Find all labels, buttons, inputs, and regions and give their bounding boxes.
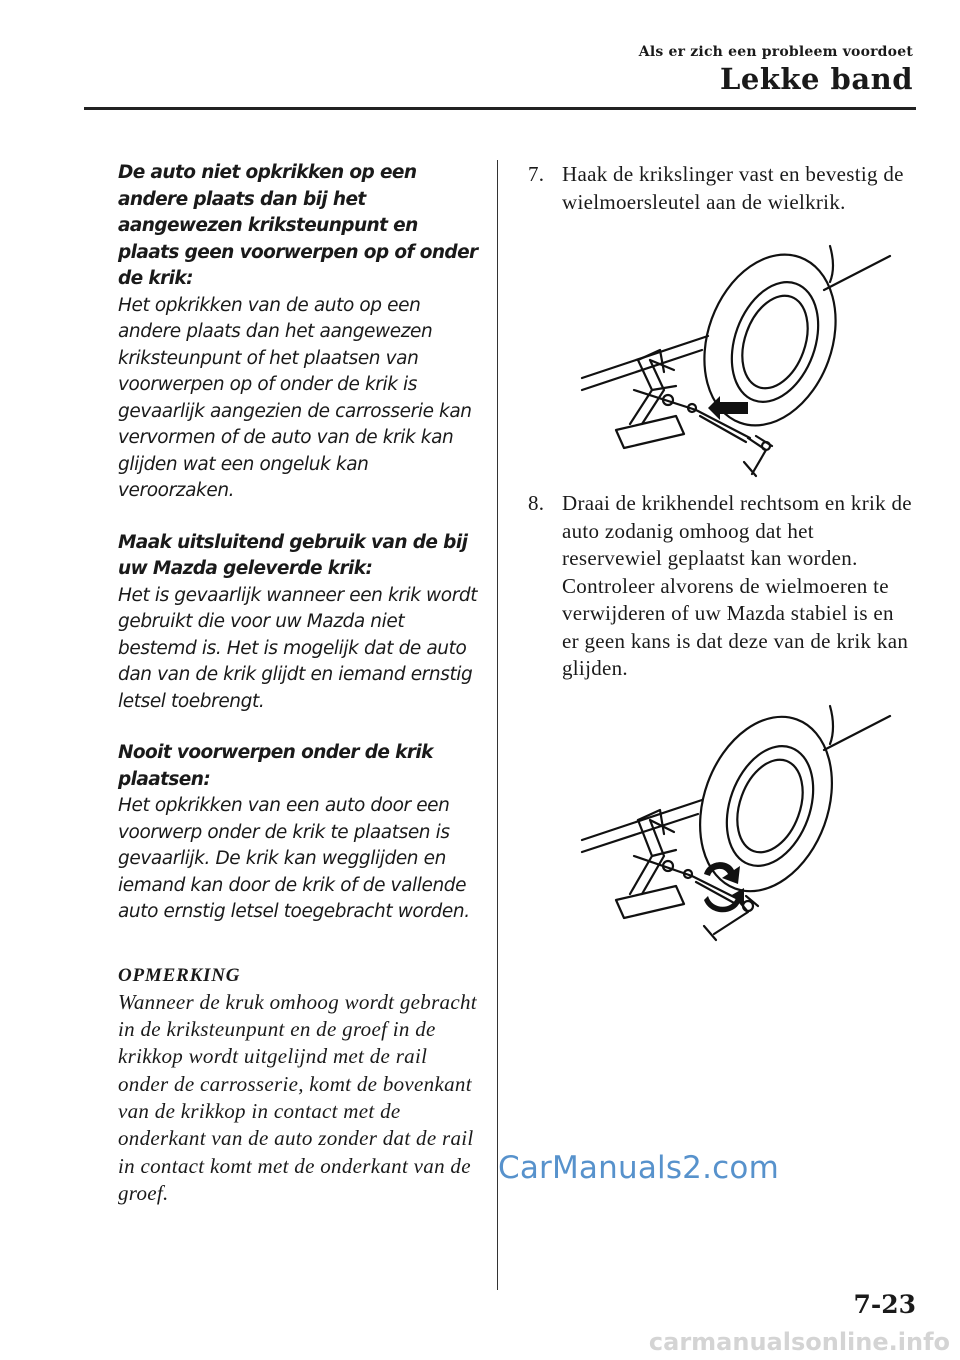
warning-body: Het is gevaarlijk wanneer een krik wordt gebruikt die voor uw Mazda niet bestemd is. Het is mogelijk dat de auto dan van de krik glijdt en iemand ernstig letsel toebrengt.: [118, 584, 478, 712]
page-number: 7-23: [853, 1290, 916, 1319]
step-7: [528, 161, 916, 216]
step-text: Draai de krikhendel rechtsom en krik de auto zodanig omhoog dat het reservewiel geplaatst kan worden. Controleer alvorens de wielmoeren te verwijderen of uw Mazda stabiel is en er geen kans is dat deze van de krik kan glijden.: [562, 491, 912, 680]
warning-body: Het opkrikken van de auto op een andere plaats dan het aangewezen kriksteunpunt of het plaatsen van voorwerpen op of onder de krik is gevaarlijk aangezien de carrosserie kan vervormen of de auto van de krik kan glijden wat een ongeluk kan veroorzaken.: [118, 294, 472, 501]
step-number: 8.: [528, 491, 545, 515]
tire: [677, 700, 855, 910]
page-title: Lekke band: [719, 62, 913, 96]
note-heading: OPMERKING: [118, 964, 241, 986]
car-sill: [582, 800, 702, 840]
step-text: Haak de krikslinger vast en bevestig de wielmoersleutel aan de wielkrik.: [562, 162, 904, 214]
jack-base: [616, 416, 684, 448]
warning-heading: Nooit voorwerpen onder de krik plaatsen:: [118, 742, 433, 790]
jack-handle-illustration: [580, 240, 900, 480]
left-column: [118, 160, 483, 1207]
watermark: CarManuals2.com: [498, 1150, 779, 1186]
warning-heading: Maak uitsluitend gebruik van de bij uw Mazda geleverde krik:: [118, 531, 468, 579]
warning-block: [118, 530, 483, 716]
warning-heading: De auto niet opkrikken op een andere plaats dan bij het aangewezen kriksteunpunt en plaats geen voorwerpen op of onder de krik:: [118, 162, 478, 289]
footer-watermark: carmanualsonline.info: [648, 1328, 950, 1356]
header-divider: [84, 107, 916, 110]
jack-screw: [634, 390, 696, 410]
column-divider: [497, 160, 498, 1290]
warning-block: [118, 160, 483, 505]
note-block: [118, 962, 483, 1208]
step-number: 7.: [528, 162, 545, 186]
section-subtitle: Als er zich een probleem voordoet: [638, 44, 913, 60]
step-8: [528, 490, 916, 683]
warning-block: [118, 740, 483, 926]
note-body: Wanneer de kruk omhoog wordt gebracht in de kriksteunpunt en de groef in de krikkop wordt uitgelijnd met de rail onder de carrosserie, komt de bovenkant van de krikkop in contact met de onderkant van de auto zonder dat de rail in contact komt met de onderkant van de groef.: [118, 989, 477, 1205]
jack-raise-illustration: [580, 700, 900, 960]
jack-base: [616, 886, 684, 918]
warning-body: Het opkrikken van een auto door een voorwerp onder de krik te plaatsen is gevaarlijk. De krik kan wegglijden en iemand kan door de krik of de vallende auto ernstig letsel toegebracht worden.: [118, 795, 470, 922]
rotation-arrow: [704, 862, 744, 912]
